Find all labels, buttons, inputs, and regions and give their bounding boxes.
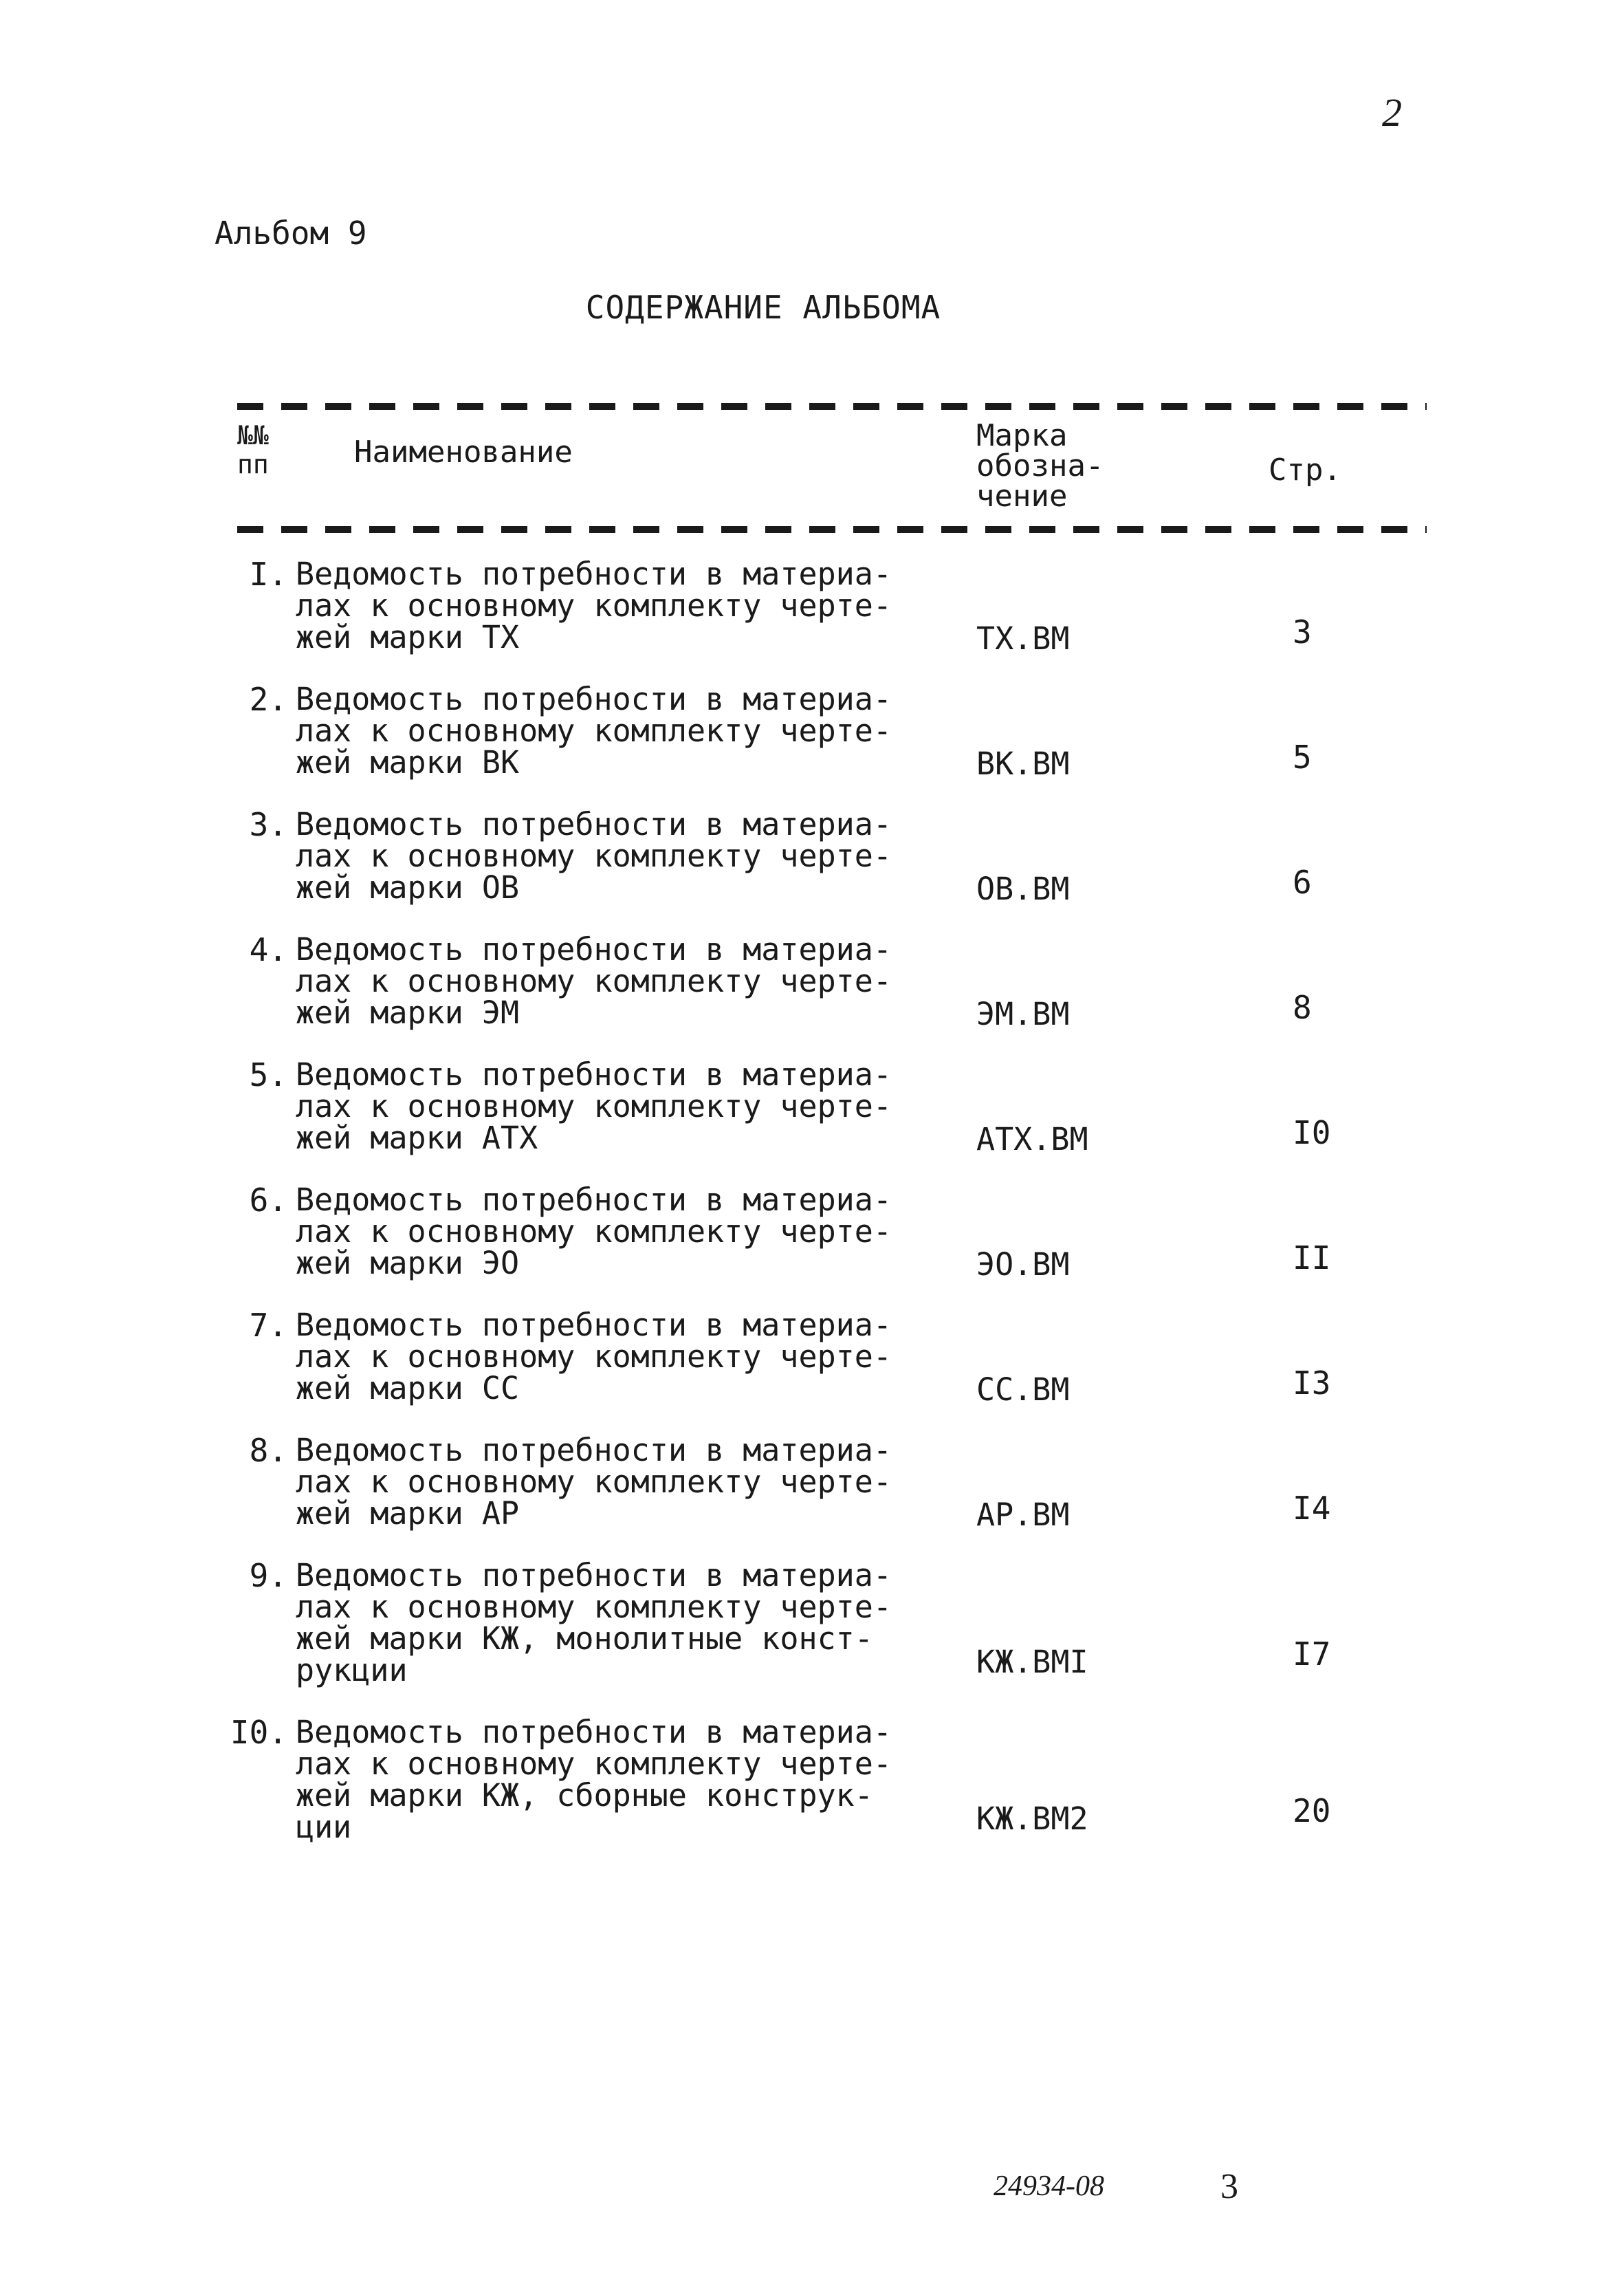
row-name-line: лах к основному комплекту черте- — [296, 1338, 892, 1375]
row-name-line: лах к основному комплекту черте- — [296, 1745, 892, 1782]
row-name-line: лах к основному комплекту черте- — [296, 712, 892, 749]
table-row — [0, 1714, 1624, 1845]
table-row — [0, 931, 1624, 1032]
header-top-rule — [237, 403, 1427, 410]
row-number: 5. — [249, 1056, 287, 1093]
row-name — [296, 1714, 956, 1845]
row-name — [296, 931, 956, 1031]
row-page: I7 — [1293, 1635, 1331, 1673]
row-name-line: лах к основному комплекту черте- — [296, 838, 892, 874]
row-name-line: жей марки ВК — [296, 744, 520, 781]
row-page: 5 — [1293, 739, 1312, 776]
row-name-line: Ведомость потребности в материа- — [296, 1432, 892, 1468]
row-name-line: Ведомость потребности в материа- — [296, 1714, 892, 1750]
row-name-line: жей марки СС — [296, 1370, 520, 1406]
row-code: ВК.ВМ — [976, 745, 1070, 782]
footer-document-code: 24934-08 — [994, 2170, 1104, 2202]
row-page: 6 — [1293, 864, 1312, 901]
row-name-line: жей марки ЭО — [296, 1245, 520, 1281]
header-name: Наименование — [354, 435, 573, 470]
row-name — [296, 1184, 956, 1279]
row-code: ЭМ.ВМ — [976, 996, 1070, 1032]
row-number: 7. — [249, 1307, 287, 1344]
row-name-line: лах к основному комплекту черте- — [296, 963, 892, 999]
header-bottom-rule — [237, 526, 1427, 533]
row-name-line: жей марки АТХ — [296, 1120, 538, 1156]
row-page: 8 — [1293, 989, 1312, 1026]
table-row — [0, 1557, 1624, 1688]
row-name — [296, 1309, 956, 1404]
row-name-line: Ведомость потребности в материа- — [296, 1056, 892, 1093]
row-code: ЭО.ВМ — [976, 1246, 1070, 1283]
row-name-line: жей марки ОВ — [296, 869, 520, 906]
header-code-line: чение — [976, 479, 1068, 514]
row-page: I4 — [1293, 1490, 1331, 1527]
header-code — [976, 418, 1104, 514]
row-code: ОВ.ВМ — [976, 871, 1070, 907]
row-name-line: Ведомость потребности в материа- — [296, 681, 892, 717]
row-name-line: лах к основному комплекту черте- — [296, 1589, 892, 1625]
row-page: II — [1293, 1239, 1331, 1276]
row-name — [296, 681, 956, 781]
row-page: 20 — [1293, 1792, 1331, 1829]
footer-page-number: 3 — [1220, 2167, 1238, 2206]
row-name-line: жей марки ТХ — [296, 619, 520, 655]
row-number: 6. — [249, 1182, 287, 1219]
row-page: I0 — [1293, 1114, 1331, 1151]
row-number: 9. — [249, 1557, 287, 1594]
header-page: Стр. — [1269, 453, 1341, 488]
row-code: КЖ.ВМ2 — [976, 1800, 1088, 1837]
album-label: Альбом 9 — [215, 215, 367, 252]
row-page: 3 — [1293, 613, 1312, 651]
table-row — [0, 1056, 1624, 1157]
row-name-line: жей марки КЖ, сборные конструк- — [296, 1777, 873, 1814]
header-number-line: пп — [237, 449, 269, 479]
header-code-line: Марка — [976, 418, 1068, 453]
table-row — [0, 1432, 1624, 1533]
header-code-line: обозна- — [976, 448, 1104, 483]
table-row — [0, 1182, 1624, 1283]
row-name-line: Ведомость потребности в материа- — [296, 1307, 892, 1343]
row-name-line: ции — [296, 1809, 352, 1845]
page-number: 2 — [1382, 90, 1402, 135]
header-number-line: №№ — [237, 420, 269, 450]
row-name-line: рукции — [296, 1652, 408, 1688]
row-name-line: Ведомость потребности в материа- — [296, 556, 892, 592]
row-name — [296, 1056, 956, 1156]
row-name-line: Ведомость потребности в материа- — [296, 931, 892, 968]
row-code: АР.ВМ — [976, 1496, 1070, 1533]
row-name-line: жей марки ЭМ — [296, 994, 520, 1031]
row-number: 3. — [249, 806, 287, 843]
table-row — [0, 1307, 1624, 1408]
row-name-line: Ведомость потребности в материа- — [296, 1557, 892, 1593]
table-row — [0, 556, 1624, 657]
row-name-line: лах к основному комплекту черте- — [296, 1088, 892, 1124]
row-name-line: жей марки АР — [296, 1495, 520, 1532]
row-number: 8. — [249, 1432, 287, 1469]
row-name-line: лах к основному комплекту черте- — [296, 587, 892, 624]
header-number — [237, 421, 269, 479]
row-name-line: лах к основному комплекту черте- — [296, 1213, 892, 1250]
row-name-line: жей марки КЖ, монолитные конст- — [296, 1620, 873, 1657]
row-number: I0. — [230, 1714, 287, 1751]
row-name — [296, 1432, 956, 1532]
row-name-line: Ведомость потребности в материа- — [296, 1182, 892, 1218]
table-row — [0, 681, 1624, 782]
table-row — [0, 806, 1624, 907]
row-name-line: Ведомость потребности в материа- — [296, 806, 892, 842]
row-code: АТХ.ВМ — [976, 1121, 1088, 1157]
row-name — [296, 806, 956, 906]
row-number: 4. — [249, 931, 287, 968]
row-number: I. — [249, 556, 287, 593]
row-page: I3 — [1293, 1364, 1331, 1402]
document-title: СОДЕРЖАНИЕ АЛЬБОМА — [585, 289, 941, 326]
row-number: 2. — [249, 681, 287, 718]
row-code: КЖ.ВМI — [976, 1644, 1088, 1680]
row-name-line: лах к основному комплекту черте- — [296, 1463, 892, 1500]
row-name — [296, 558, 956, 653]
row-code: ТХ.ВМ — [976, 620, 1070, 657]
row-name — [296, 1557, 956, 1688]
row-code: СС.ВМ — [976, 1371, 1070, 1408]
